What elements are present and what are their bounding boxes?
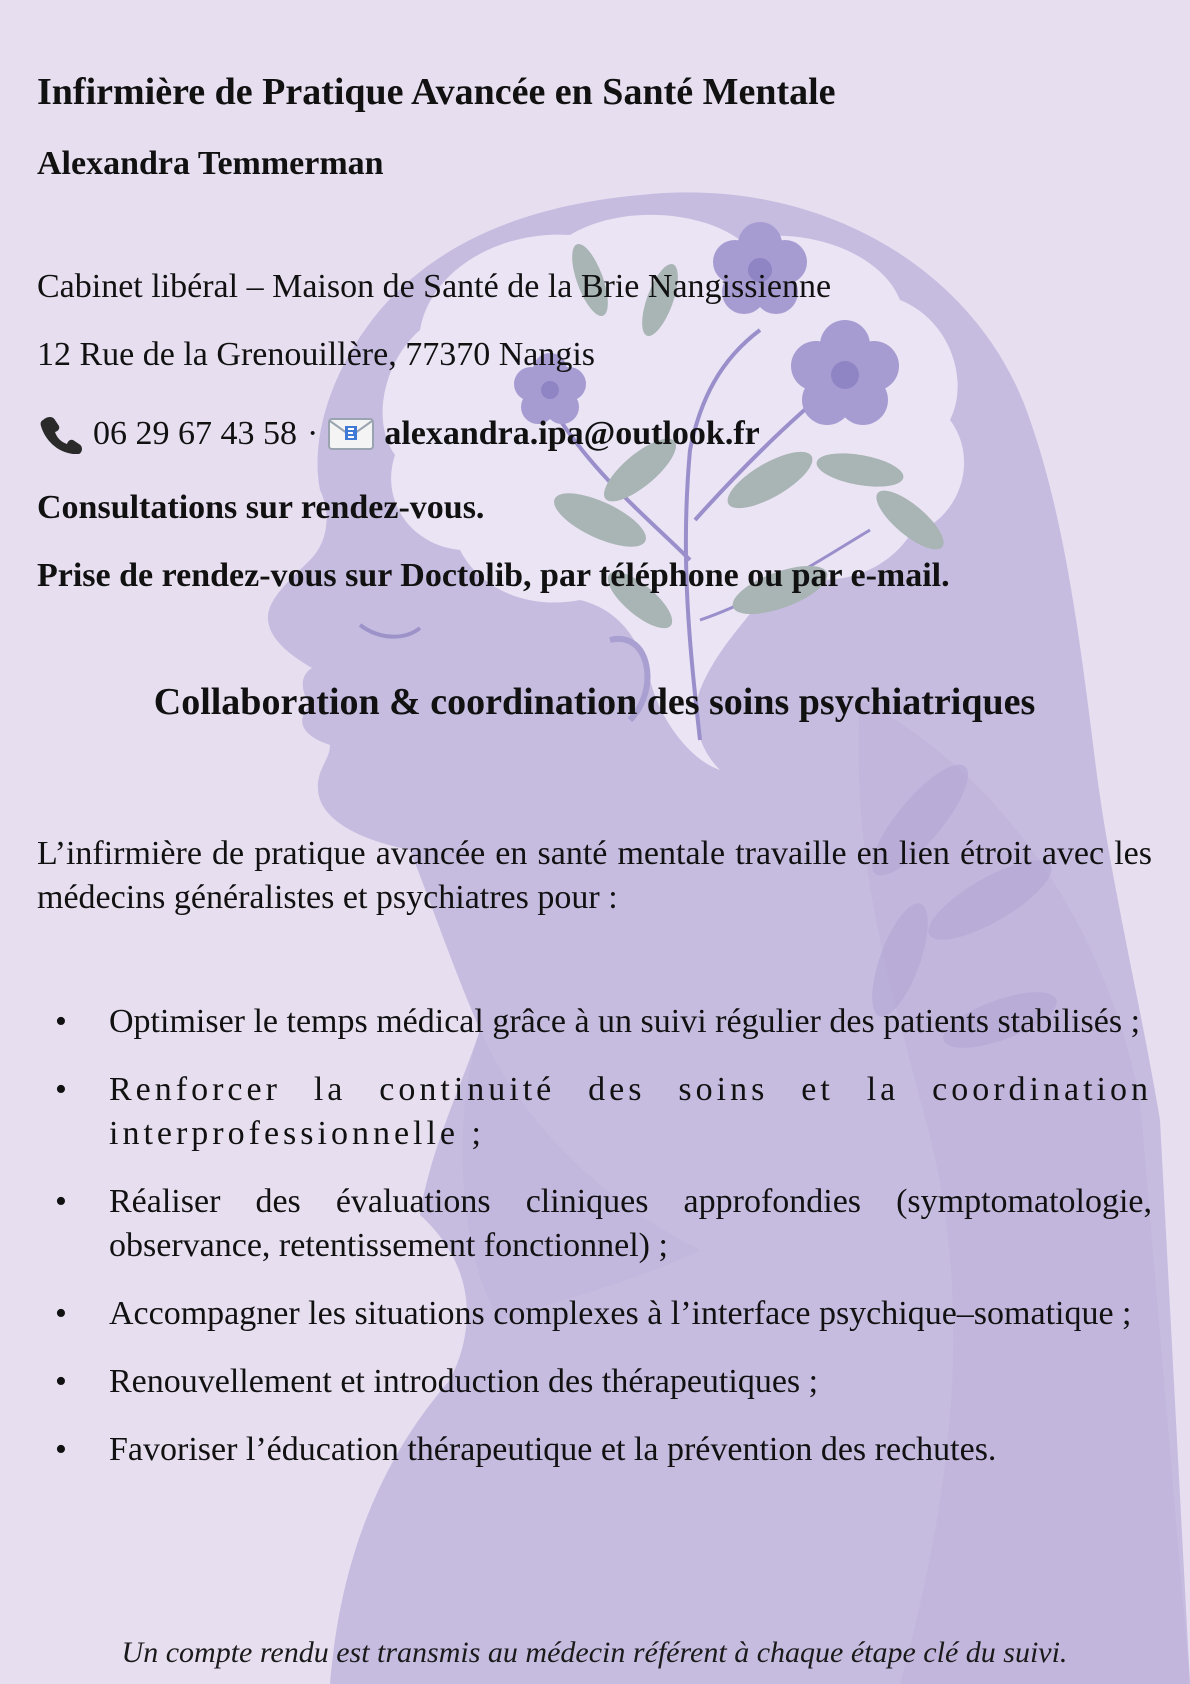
section-intro: L’infirmière de pratique avancée en santé mentale travaille en lien étroit avec les médecins généralistes et psychiatres pour :: [37, 835, 1152, 916]
document-title: Infirmière de Pratique Avancée en Santé Mentale: [37, 71, 836, 113]
consultations-note: Consultations sur rendez-vous.: [37, 489, 485, 526]
telephone-icon: [37, 414, 83, 454]
list-item: • Renforcer la continuité des soins et la coordination interprofessionnelle ;: [37, 1068, 1152, 1156]
footer-note: Un compte rendu est transmis au médecin référent à chaque étape clé du suivi.: [121, 1636, 1068, 1669]
list-item: • Renouvellement et introduction des thérapeutiques ;: [37, 1360, 1152, 1404]
bullet-list: [37, 1000, 1152, 1496]
list-item: • Favoriser l’éducation thérapeutique et la prévention des rechutes.: [37, 1428, 1152, 1472]
contact-line: [37, 414, 760, 454]
booking-note: Prise de rendez-vous sur Doctolib, par téléphone ou par e-mail.: [37, 557, 950, 594]
list-item: • Optimiser le temps médical grâce à un suivi régulier des patients stabilisés ;: [37, 1000, 1152, 1044]
practitioner-name: Alexandra Temmerman: [37, 145, 384, 182]
contact-separator: ·: [307, 415, 319, 452]
address: 12 Rue de la Grenouillère, 77370 Nangis: [37, 336, 596, 373]
envelope-icon: [328, 418, 374, 450]
list-item: • Accompagner les situations complexes à l’interface psychique–somatique ;: [37, 1292, 1152, 1336]
phone-number[interactable]: 06 29 67 43 58: [93, 415, 297, 452]
email-address[interactable]: alexandra.ipa@outlook.fr: [384, 415, 760, 452]
section-title: Collaboration & coordination des soins psychiatriques: [153, 681, 1036, 723]
cabinet-name: Cabinet libéral – Maison de Santé de la Brie Nangissienne: [37, 268, 832, 305]
list-item: • Réaliser des évaluations cliniques approfondies (symptomatologie, observance, retentissement fonctionnel) ;: [37, 1180, 1152, 1268]
